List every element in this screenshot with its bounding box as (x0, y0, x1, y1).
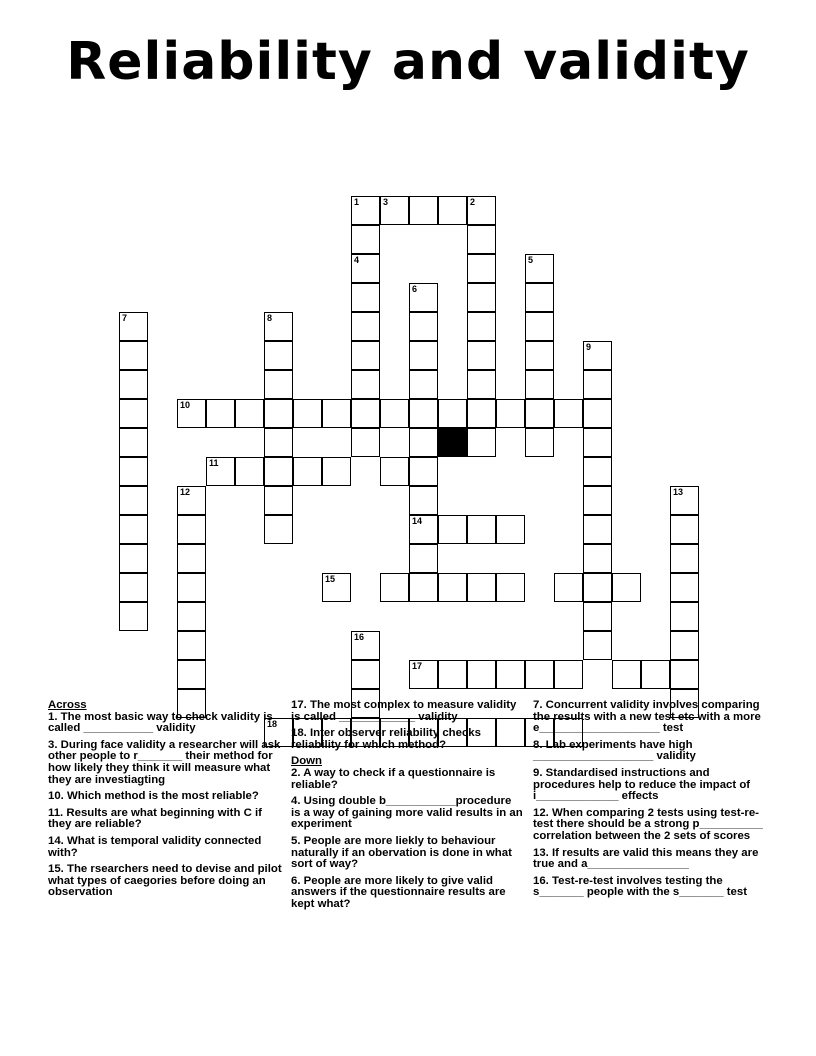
crossword-cell[interactable] (177, 486, 206, 515)
clue-number: 9 (586, 342, 592, 352)
across-heading: Across (48, 699, 87, 711)
crossword-cell[interactable] (496, 660, 525, 689)
crossword-cell[interactable] (583, 602, 612, 631)
clue-number: 8 (267, 313, 273, 323)
crossword-cell[interactable] (467, 660, 496, 689)
crossword-cell[interactable] (525, 312, 554, 341)
across-clue: 17. The most complex to measure validity is called ____________ validity (291, 699, 517, 723)
crossword-cell[interactable] (554, 573, 583, 602)
crossword-cell[interactable] (409, 515, 438, 544)
crossword-cell[interactable] (177, 660, 206, 689)
clue-number: 15 (325, 574, 336, 584)
crossword-cell[interactable] (438, 660, 467, 689)
crossword-cell[interactable] (438, 399, 467, 428)
crossword-cell[interactable] (351, 399, 380, 428)
down-clue: 9. Standardised instructions and procedures help to reduce the impact of i_____________ effects (533, 766, 751, 803)
crossword-cell[interactable] (525, 660, 554, 689)
crossword-cell[interactable] (119, 457, 148, 486)
crossword-cell[interactable] (525, 370, 554, 399)
crossword-cell[interactable] (119, 515, 148, 544)
crossword-cell[interactable] (409, 399, 438, 428)
clue-number: 11 (209, 458, 219, 468)
crossword-cell[interactable] (351, 312, 380, 341)
crossword-cell[interactable] (583, 544, 612, 573)
down-clue: 2. A way to check if a questionnaire is reliable? (291, 766, 496, 791)
clue-number: 14 (412, 516, 423, 526)
crossword-cell[interactable] (583, 573, 612, 602)
crossword-cell[interactable] (583, 631, 612, 660)
crossword-cell[interactable] (670, 486, 699, 515)
crossword-cell[interactable] (351, 283, 380, 312)
across-clue: 15. The rsearchers need to devise and pilot what types of caegories before doing an observation (48, 863, 282, 899)
crossword-cell[interactable] (177, 399, 206, 428)
crossword-cell[interactable] (409, 544, 438, 573)
crossword-cell[interactable] (525, 341, 554, 370)
crossword-cell[interactable] (351, 225, 380, 254)
crossword-cell[interactable] (467, 283, 496, 312)
crossword-cell[interactable] (351, 254, 380, 283)
crossword-cell[interactable] (119, 544, 148, 573)
crossword-cell[interactable] (583, 341, 612, 370)
clue-number: 17 (412, 661, 423, 671)
crossword-cell[interactable] (438, 515, 467, 544)
crossword-cell[interactable] (467, 399, 496, 428)
crossword-cell[interactable] (409, 196, 438, 225)
crossword-cell[interactable] (583, 486, 612, 515)
crossword-cell[interactable] (612, 660, 641, 689)
down-clue: 13. If results are valid this means they are true and a________________ (533, 846, 759, 871)
crossword-cell[interactable] (496, 573, 525, 602)
clue-number: 16 (354, 632, 365, 642)
crossword-cell[interactable] (293, 399, 322, 428)
clue-column-1 (48, 700, 284, 904)
crossword-cell[interactable] (409, 573, 438, 602)
clue-column-3 (533, 700, 768, 904)
crossword-cell[interactable] (670, 660, 699, 689)
crossword-cell[interactable] (467, 254, 496, 283)
clue-number: 5 (528, 255, 534, 265)
crossword-cell[interactable] (409, 486, 438, 515)
clue-number: 6 (412, 284, 418, 294)
crossword-cell[interactable] (119, 573, 148, 602)
crossword-cell[interactable] (496, 399, 525, 428)
clue-column-2 (291, 700, 523, 916)
clue-number: 10 (180, 400, 191, 410)
across-clue: 11. Results are what beginning with C if they are reliable? (48, 806, 262, 831)
crossword-cell[interactable] (322, 457, 351, 486)
crossword-cell[interactable] (264, 486, 293, 515)
down-clue: 8. Lab experiments have high ___________________ validity (533, 738, 696, 763)
crossword-cell[interactable] (264, 341, 293, 370)
crossword-cell[interactable] (670, 602, 699, 631)
crossword-cell[interactable] (264, 370, 293, 399)
crossword-cell[interactable] (583, 428, 612, 457)
across-clue: 10. Which method is the most reliable? (48, 790, 259, 803)
crossword-cell[interactable] (293, 457, 322, 486)
crossword-cell[interactable] (351, 631, 380, 660)
crossword-cell[interactable] (351, 341, 380, 370)
crossword-cell[interactable] (670, 515, 699, 544)
across-clue: 14. What is temporal validity connected with? (48, 834, 262, 859)
crossword-cell[interactable] (264, 457, 293, 486)
clue-number: 4 (354, 255, 360, 265)
crossword-cell[interactable] (119, 370, 148, 399)
crossword-cell[interactable] (177, 631, 206, 660)
crossword-cell[interactable] (119, 399, 148, 428)
crossword-cell[interactable] (351, 428, 380, 457)
crossword-cell[interactable] (583, 399, 612, 428)
crossword-cell[interactable] (525, 254, 554, 283)
crossword-cell[interactable] (525, 283, 554, 312)
page-title: Reliability and validity (66, 32, 750, 92)
across-clue: 1. The most basic way to check validity is called ___________ validity (48, 710, 273, 735)
crossword-cell[interactable] (206, 399, 235, 428)
crossword-cell[interactable] (119, 602, 148, 631)
clue-number: 2 (470, 197, 476, 207)
crossword-cell[interactable] (380, 457, 409, 486)
clue-number: 18 (267, 719, 278, 729)
crossword-cell[interactable] (409, 312, 438, 341)
crossword-cell[interactable] (554, 660, 583, 689)
down-heading: Down (291, 755, 323, 768)
crossword-cell[interactable] (467, 341, 496, 370)
crossword-cell[interactable] (525, 428, 554, 457)
crossword-cell[interactable] (467, 196, 496, 225)
crossword-cell[interactable] (264, 312, 293, 341)
crossword-cell[interactable] (583, 457, 612, 486)
crossword-cell[interactable] (496, 515, 525, 544)
down-clue: 16. Test-re-test involves testing the s_______ people with the s_______ test (533, 874, 748, 899)
crossword-cell[interactable] (351, 370, 380, 399)
crossword-cell[interactable] (380, 196, 409, 225)
crossword-cell[interactable] (235, 399, 264, 428)
crossword-cell[interactable] (264, 515, 293, 544)
crossword-cell[interactable] (351, 196, 380, 225)
crossword-cell[interactable] (467, 428, 496, 457)
clue-number: 12 (180, 487, 191, 497)
crossword-cell[interactable] (177, 544, 206, 573)
clue-number: 3 (383, 197, 389, 207)
crossword-cell[interactable] (264, 428, 293, 457)
crossword-cell[interactable] (409, 283, 438, 312)
crossword-cell[interactable] (583, 515, 612, 544)
crossword-cell[interactable] (235, 457, 264, 486)
crossword-cell[interactable] (467, 573, 496, 602)
crossword-cell[interactable] (119, 428, 148, 457)
down-clue: 5. People are more liekly to behaviour naturally if an obervation is done in what sort of way? (291, 834, 512, 871)
crossword-cell[interactable] (177, 515, 206, 544)
down-clue: 6. People are more likely to give valid answers if the questionnaire results are kept what? (291, 874, 506, 910)
crossword-cell[interactable] (670, 573, 699, 602)
clue-number: 13 (673, 487, 684, 497)
down-clue: 12. When comparing 2 tests using test-re-test there should be a strong p__________ correlation between the 2 sets of scores (533, 806, 763, 842)
crossword-cell[interactable] (264, 399, 293, 428)
crossword-cell[interactable] (409, 341, 438, 370)
clue-number: 7 (122, 313, 128, 323)
clue-number: 1 (354, 197, 360, 207)
crossword-cell[interactable] (438, 196, 467, 225)
down-clue: 7. Concurrent validity involves comparing the results with a new test etc with a more e___________________ test (533, 699, 761, 735)
crossword-cell[interactable] (177, 602, 206, 631)
crossword-cell[interactable] (467, 370, 496, 399)
crossword-cell[interactable] (206, 457, 235, 486)
crossword-cell[interactable] (612, 573, 641, 602)
down-clue: 4. Using double b___________procedure is a way of gaining more valid results in an experiment (291, 795, 523, 831)
crossword-cell[interactable] (409, 660, 438, 689)
crossword-cell[interactable] (322, 399, 351, 428)
crossword-cell[interactable] (177, 573, 206, 602)
crossword-cell[interactable] (409, 428, 438, 457)
crossword-cell[interactable] (322, 573, 351, 602)
crossword-cell[interactable] (583, 370, 612, 399)
crossword-cell[interactable] (380, 573, 409, 602)
crossword-cell[interactable] (554, 399, 583, 428)
crossword-cell[interactable] (438, 573, 467, 602)
crossword-cell[interactable] (119, 341, 148, 370)
crossword-cell[interactable] (467, 515, 496, 544)
crossword-block (438, 428, 467, 457)
crossword-cell[interactable] (380, 399, 409, 428)
crossword-cell[interactable] (119, 486, 148, 515)
across-clue: 3. During face validity a researcher will ask other people to r_______ their method for how likely they think it will measure what they are investiagting (48, 738, 281, 786)
crossword-cell[interactable] (119, 312, 148, 341)
crossword-cell[interactable] (409, 370, 438, 399)
crossword-cell[interactable] (409, 457, 438, 486)
crossword-cell[interactable] (670, 631, 699, 660)
crossword-cell[interactable] (525, 399, 554, 428)
across-clue: 18. Inter observer reliability checks reliability for which method? (291, 727, 481, 751)
crossword-cell[interactable] (351, 660, 380, 689)
crossword-cell[interactable] (467, 312, 496, 341)
crossword-cell[interactable] (467, 225, 496, 254)
crossword-cell[interactable] (670, 544, 699, 573)
crossword-cell[interactable] (641, 660, 670, 689)
